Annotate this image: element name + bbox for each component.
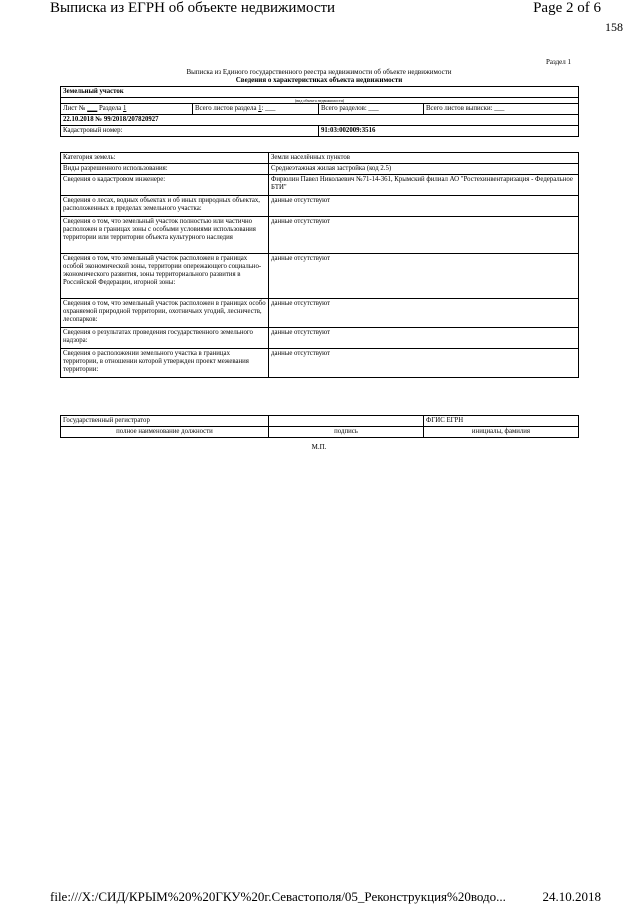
sheet-number-cell: Лист № ___ Раздела 1 bbox=[61, 104, 193, 115]
table-row bbox=[61, 153, 579, 164]
section-label: Раздел 1 bbox=[545, 58, 571, 66]
row-value: Фирюлин Павел Николаевич №71-14-361, Крымский филиал АО "Ростехинвентаризация - Федеральное БТИ" bbox=[269, 175, 579, 196]
row-label: Сведения о кадастровом инженере: bbox=[61, 175, 269, 196]
row-label: Сведения о том, что земельный участок полностью или частично расположен в границах зоны с особыми условиями использования территории или территории объекта культурного наследия bbox=[61, 217, 269, 254]
row-label: Категория земель: bbox=[61, 153, 269, 164]
total-section-sheets-cell: Всего листов раздела 1: ___ bbox=[193, 104, 319, 115]
print-header-title: Выписка из ЕГРН об объекте недвижимости bbox=[50, 0, 336, 16]
characteristics-table bbox=[60, 152, 579, 378]
row-label: Сведения о том, что земельный участок расположен в границах особо охраняемой природной территории, охотничьих угодий, лесничеств, лесопарков: bbox=[61, 299, 269, 328]
table-row bbox=[61, 328, 579, 349]
row-value: данные отсутствуют bbox=[269, 349, 579, 378]
row-value: Среднеэтажная жилая застройка (код 2.5) bbox=[269, 164, 579, 175]
caption-initials: инициалы, фамилия bbox=[424, 427, 579, 438]
row-label: Сведения о результатах проведения государственного земельного надзора: bbox=[61, 328, 269, 349]
row-value: Земли населённых пунктов bbox=[269, 153, 579, 164]
date-number: 22.10.2018 № 99/2018/207820927 bbox=[61, 115, 579, 126]
page-number-stamp: 158 bbox=[605, 20, 623, 34]
table-row bbox=[61, 349, 579, 378]
document-title bbox=[60, 68, 578, 84]
table-row bbox=[61, 217, 579, 254]
row-label: Сведения о том, что земельный участок расположен в границах особой экономической зоны, территории опережающего социально-экономического развития, зоны территориального развития в Российской Федерации, игорной зоны: bbox=[61, 254, 269, 299]
registrar-initials: ФГИС ЕГРН bbox=[424, 416, 579, 427]
caption-position: полное наименование должности bbox=[61, 427, 269, 438]
row-label: Сведения о лесах, водных объектах и об иных природных объектах, расположенных в пределах земельного участка: bbox=[61, 196, 269, 217]
signature-table bbox=[60, 415, 579, 438]
object-type-caption: (вид объекта недвижимости) bbox=[61, 98, 579, 104]
stamp-place-label: М.П. bbox=[311, 443, 327, 451]
header-table bbox=[60, 86, 579, 137]
total-extract-sheets-cell: Всего листов выписки: ___ bbox=[424, 104, 579, 115]
row-value: данные отсутствуют bbox=[269, 299, 579, 328]
print-header-page: Page 2 of 6 bbox=[533, 0, 601, 16]
row-value: данные отсутствуют bbox=[269, 254, 579, 299]
caption-signature: подпись bbox=[269, 427, 424, 438]
print-footer-url: file:///X:/СИД/КРЫМ%20%20ГКУ%20г.Севастополя/05_Реконструкция%20водо... bbox=[50, 889, 506, 904]
table-row bbox=[61, 175, 579, 196]
object-type: Земельный участок bbox=[61, 87, 579, 98]
row-label: Сведения о расположении земельного участка в границах территории, в отношении которой утвержден проект межевания территории: bbox=[61, 349, 269, 378]
row-value: данные отсутствуют bbox=[269, 196, 579, 217]
registrar-position: Государственный регистратор bbox=[61, 416, 269, 427]
cadastral-value: 91:03:002009:3516 bbox=[319, 126, 579, 137]
total-sections-cell: Всего разделов: ___ bbox=[319, 104, 424, 115]
document-title-line2: Сведения о характеристиках объекта недвижимости bbox=[235, 76, 403, 84]
table-row bbox=[61, 196, 579, 217]
table-row bbox=[61, 299, 579, 328]
row-label: Виды разрешенного использования: bbox=[61, 164, 269, 175]
cadastral-label: Кадастровый номер: bbox=[61, 126, 319, 137]
row-value: данные отсутствуют bbox=[269, 217, 579, 254]
table-row bbox=[61, 254, 579, 299]
row-value: данные отсутствуют bbox=[269, 328, 579, 349]
table-row bbox=[61, 164, 579, 175]
signature-field bbox=[269, 416, 424, 427]
print-footer-date: 24.10.2018 bbox=[542, 889, 601, 904]
document-title-line1: Выписка из Единого государственного реестра недвижимости об объекте недвижимости bbox=[186, 68, 452, 76]
